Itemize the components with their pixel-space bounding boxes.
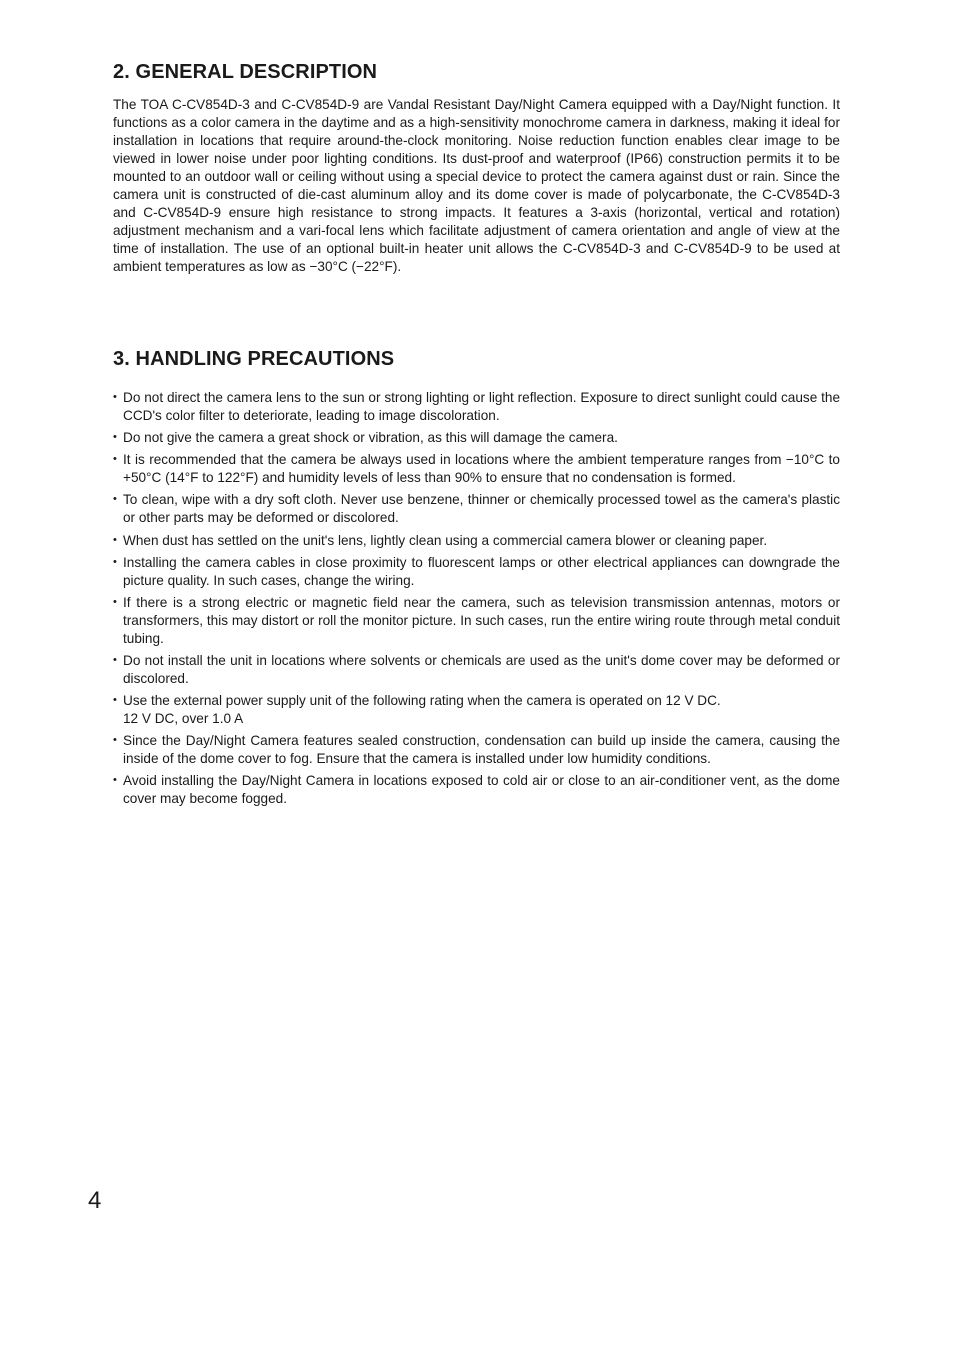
list-item [113,772,840,808]
list-item-text: Do not direct the camera lens to the sun or strong lighting or light reflection. Exposure to direct sunlight could cause the CCD's color filter to deteriorate, leading to image discoloration. [123,390,840,423]
list-item [113,389,840,425]
list-item-text: It is recommended that the camera be always used in locations where the ambient temperature ranges from −10°C to +50°C (14°F to 122°F) and humidity levels of less than 90% to ensure that no condensation is formed. [123,452,840,486]
list-item [113,594,840,648]
list-item-text: If there is a strong electric or magnetic field near the camera, such as television transmission antennas, motors or transformers, this may distort or roll the monitor picture. In such cases, run the entire wiring route through metal conduit tubing. [123,594,840,646]
list-item [113,491,840,527]
section-heading-handling-precautions: 3. HANDLING PRECAUTIONS [113,348,395,370]
page-number: 4 [88,1187,102,1214]
list-item [113,429,840,447]
list-item [113,532,840,550]
list-item-text: To clean, wipe with a dry soft cloth. Never use benzene, thinner or chemically processed towel as the camera's plastic or other parts may be deformed or discolored. [123,492,840,526]
bullet-icon: • [113,453,117,466]
bullet-icon: • [113,533,117,546]
list-item-text: Since the Day/Night Camera features sealed construction, condensation can build up inside the camera, causing the inside of the dome cover to fog. Ensure that the camera is installed under low humidity conditions. [123,733,840,766]
bullet-icon: • [113,391,117,403]
bullet-icon: • [113,734,117,747]
bullet-icon: • [113,555,117,568]
list-item-text: When dust has settled on the unit's lens, lightly clean using a commercial camera blower or cleaning paper. [123,532,768,548]
bullet-icon: • [113,693,117,706]
bullet-icon: • [113,653,117,666]
list-item [113,451,840,487]
list-item-text: Do not give the camera a great shock or vibration, as this will damage the camera. [123,430,618,446]
list-item [113,692,840,728]
bullet-icon: • [113,431,117,444]
list-item-text: Installing the camera cables in close proximity to fluorescent lamps or other electrical appliances can downgrade the picture quality. In such cases, change the wiring. [123,554,840,588]
list-item [113,652,840,688]
bullet-icon: • [113,774,117,787]
list-item-text: Avoid installing the Day/Night Camera in locations exposed to cold air or close to an air-conditioner vent, as the dome cover may become fogged. [123,773,840,807]
section-heading-general-description: 2. GENERAL DESCRIPTION [113,61,378,83]
list-item [113,732,840,768]
precautions-list [113,389,840,812]
list-item [113,554,840,590]
bullet-icon: • [113,493,117,506]
list-item-text: Do not install the unit in locations where solvents or chemicals are used as the unit's dome cover may be deformed or discolored. [123,652,840,686]
list-item-text: Use the external power supply unit of the following rating when the camera is operated on 12 V DC. [123,692,721,708]
power-rating-text: 12 V DC, over 1.0 A [123,710,244,726]
general-description-paragraph: The TOA C-CV854D-3 and C-CV854D-9 are Vandal Resistant Day/Night Camera equipped with a Day/Night function. It functions as a color camera in the daytime and as a high-sensitivity monochrome camera in darkness, making it ideal for installation in locations that require around-the-clock monitoring. Noise reduction function enables clear image to be viewed in lower noise under poor lighting conditions. Its dust-proof and waterproof (IP66) construction permits it to be mounted to an outdoor wall or ceiling without using a special device to protect the camera against dust or rain. Since the camera unit is constructed of die-cast aluminum alloy and its dome cover is made of polycarbonate, the C-CV854D-3 and C-CV854D-9 ensure high resistance to strong impacts. It features a 3-axis (horizontal, vertical and rotation) adjustment mechanism and a vari-focal lens which facilitate adjustment of camera orientation and angle of view at the time of installation. The use of an optional built-in heater unit allows the C-CV854D-3 and C-CV854D-9 to be used at ambient temperatures as low as −30°C (−22°F). [113,97,840,274]
bullet-icon: • [113,595,117,608]
